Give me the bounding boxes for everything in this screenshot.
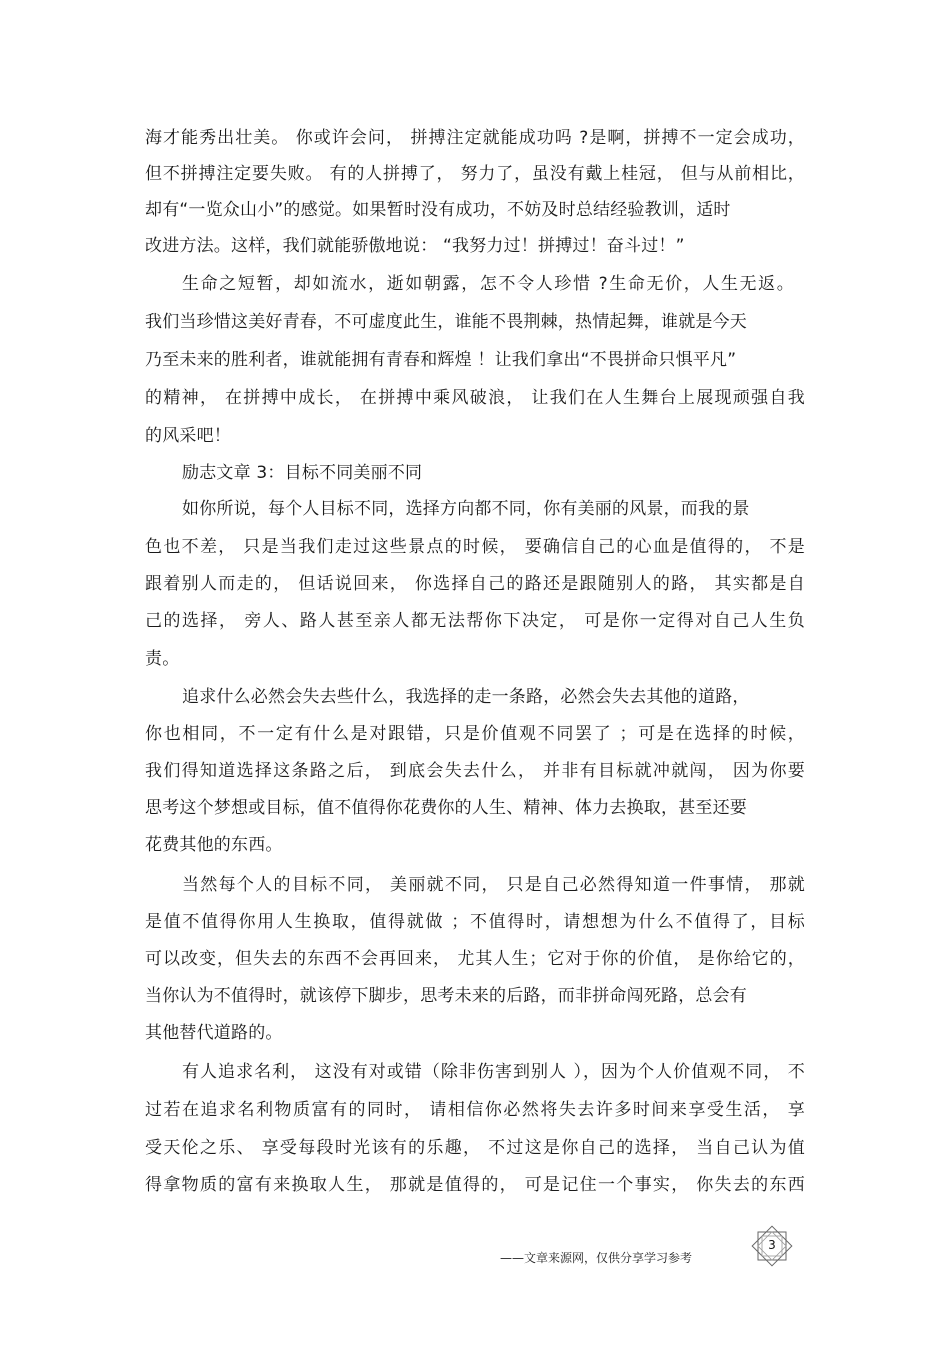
text-line: 海才能秀出壮美。 你或许会问， 拼搏注定就能成功吗 ?是啊，拼搏不一定会成功， [145, 128, 805, 148]
text-line: 你也相同，不一定有什么是对跟错，只是价值观不同罢了 ；可是在选择的时候， [145, 724, 805, 744]
section-heading: 励志文章 3：目标不同美丽不同 [182, 463, 423, 483]
text-line: 过若在追求名利物质富有的同时， 请相信你必然将失去许多时间来享受生活， 享 [145, 1100, 805, 1120]
text-line: 追求什么必然会失去些什么，我选择的走一条路，必然会失去其他的道路， [182, 687, 750, 707]
text-line: 受天伦之乐、 享受每段时光该有的乐趣， 不过这是你自己的选择， 当自己认为值 [145, 1138, 805, 1158]
text-line: 其他替代道路的。 [145, 1023, 283, 1043]
text-line: 的精神， 在拼搏中成长， 在拼搏中乘风破浪， 让我们在人生舞台上展现顽强自我 [145, 388, 805, 408]
text-line: 得拿物质的富有来换取人生， 那就是值得的， 可是记住一个事实， 你失去的东西 [145, 1175, 805, 1195]
text-line: 花费其他的东西。 [145, 835, 283, 855]
page-number-badge [748, 1222, 796, 1270]
text-line: 生命之短暂，却如流水，逝如朝露，怎不令人珍惜 ?生命无价，人生无返。 [182, 274, 794, 294]
text-line: 责。 [145, 649, 180, 669]
text-line: 但不拼搏注定要失败。 有的人拼搏了， 努力了，虽没有戴上桂冠， 但与从前相比， [145, 164, 805, 184]
text-line: 思考这个梦想或目标，值不值得你花费你的人生、精神、体力去换取，甚至还要 [145, 798, 747, 818]
text-line: 有人追求名利， 这没有对或错（除非伤害到别人 ），因为个人价值观不同， 不 [182, 1062, 805, 1082]
text-line: 乃至未来的胜利者，谁就能拥有青春和辉煌 ！让我们拿出“不畏拼命只惧平凡” [145, 350, 737, 370]
text-line: 改进方法。这样，我们就能骄傲地说： “我努力过！拼搏过！奋斗过！” [145, 236, 685, 256]
text-line: 当然每个人的目标不同， 美丽就不同， 只是自己必然得知道一件事情， 那就 [182, 875, 805, 895]
text-line: 我们得知道选择这条路之后， 到底会失去什么， 并非有目标就冲就闯， 因为你要 [145, 761, 805, 781]
text-line: 的风采吧！ [145, 426, 231, 446]
text-line: 我们当珍惜这美好青春，不可虚度此生，谁能不畏荆棘，热情起舞，谁就是今天 [145, 312, 747, 332]
text-line: 可以改变，但失去的东西不会再回来， 尤其人生；它对于你的价值， 是你给它的， [145, 949, 805, 969]
text-line: 色也不差， 只是当我们走过这些景点的时候， 要确信自己的心血是值得的， 不是 [145, 537, 805, 557]
text-line: 跟着别人而走的， 但话说回来， 你选择自己的路还是跟随别人的路， 其实都是自 [145, 574, 805, 594]
page-number: 3 [768, 1238, 776, 1252]
text-line: 如你所说，每个人目标不同，选择方向都不同，你有美丽的风景，而我的景 [182, 499, 750, 519]
footer-source-note: ——文章来源网，仅供分享学习参考 [500, 1251, 693, 1265]
text-line: 却有“一览众山小”的感觉。如果暂时没有成功，不妨及时总结经验教训，适时 [145, 200, 731, 220]
text-line: 是值不值得你用人生换取，值得就做 ；不值得时，请想想为什么不值得了，目标 [145, 912, 805, 932]
text-line: 当你认为不值得时，就该停下脚步，思考未来的后路，而非拼命闯死路，总会有 [145, 986, 747, 1006]
text-line: 己的选择， 旁人、路人甚至亲人都无法帮你下决定， 可是你一定得对自己人生负 [145, 611, 805, 631]
